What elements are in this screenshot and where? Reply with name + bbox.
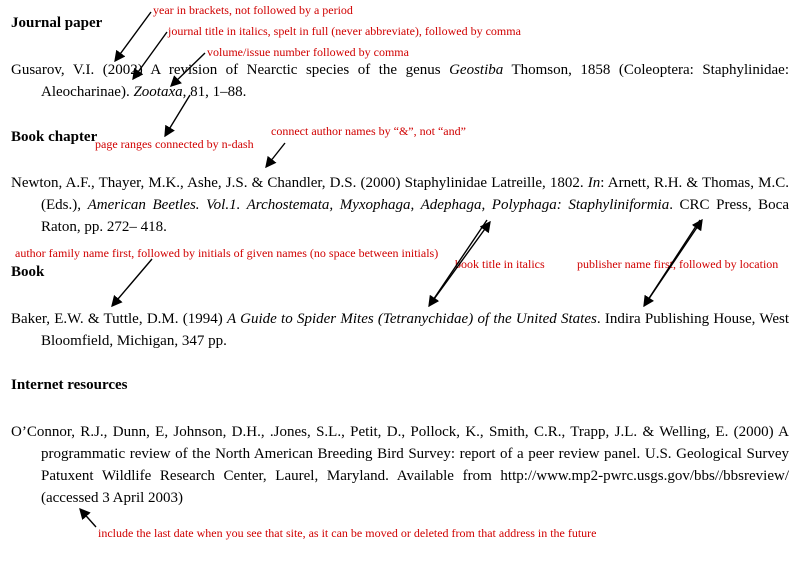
reference-internet: O’Connor, R.J., Dunn, E, Johnson, D.H., .Jones, S.L., Petit, D., Pollock, K., Smith, C.R., Trapp, J.L. & Welling, E. (2000) A programmatic review of the North American Breeding Bird Survey: report of a peer review panel. U.S. Geological Survey Patuxent Wildlife Research Center, Laurel, Maryland. Available from http://www.mp2-pwrc.usgs.gov/bbs//bbsreview/ (accessed 3 April 2003) [11, 424, 789, 506]
arrow-last-date [80, 509, 96, 527]
arrow-year [115, 12, 151, 61]
annotation-last-date: include the last date when you see that site, as it can be moved or deleted from that address in the future [98, 526, 597, 540]
arrow-ampersand [266, 143, 285, 167]
heading-book-chapter: Book chapter [11, 129, 98, 145]
annotation-author-names: author family name first, followed by initials of given names (no space between initials) [15, 246, 439, 260]
heading-journal-paper: Journal paper [11, 15, 103, 31]
reference-book-chapter: Newton, A.F., Thayer, M.K., Ashe, J.S. & Chandler, D.S. (2000) Staphylinidae Latreille, 1802. In: Arnett, R.H. & Thomas, M.C. (Eds.), American Beetles. Vol.1. Archostemata, Myxophaga, Adephaga, Polyphaga: Staphyliniformia. CRC Press, Boca Raton, pp. 272– 418. [11, 175, 789, 235]
annotation-publisher: publisher name first, followed by location [577, 257, 779, 271]
reference-book: Baker, E.W. & Tuttle, D.M. (1994) A Guide to Spider Mites (Tetranychidae) of the United States. Indira Publishing House, West Bloomfield, Michigan, 347 pp. [11, 311, 789, 349]
annotation-year: year in brackets, not followed by a period [153, 3, 353, 17]
heading-internet-resources: Internet resources [11, 377, 128, 393]
annotation-journal-title: journal title in italics, spelt in full (never abbreviate), followed by comma [168, 24, 521, 38]
annotation-page-ranges: page ranges connected by n-dash [95, 137, 254, 151]
annotation-volume: volume/issue number followed by comma [207, 45, 409, 59]
arrow-author-names [112, 259, 152, 306]
annotation-book-title: book title in italics [455, 257, 545, 271]
annotation-ampersand: connect author names by “&”, not “and” [271, 124, 466, 138]
reference-journal: Gusarov, V.I. (2002) A revision of Nearctic species of the genus Geostiba Thomson, 1858 (Coleoptera: Staphylinidae: Aleocharinae). Zootaxa, 81, 1–88. [11, 62, 789, 100]
heading-book: Book [11, 264, 45, 280]
